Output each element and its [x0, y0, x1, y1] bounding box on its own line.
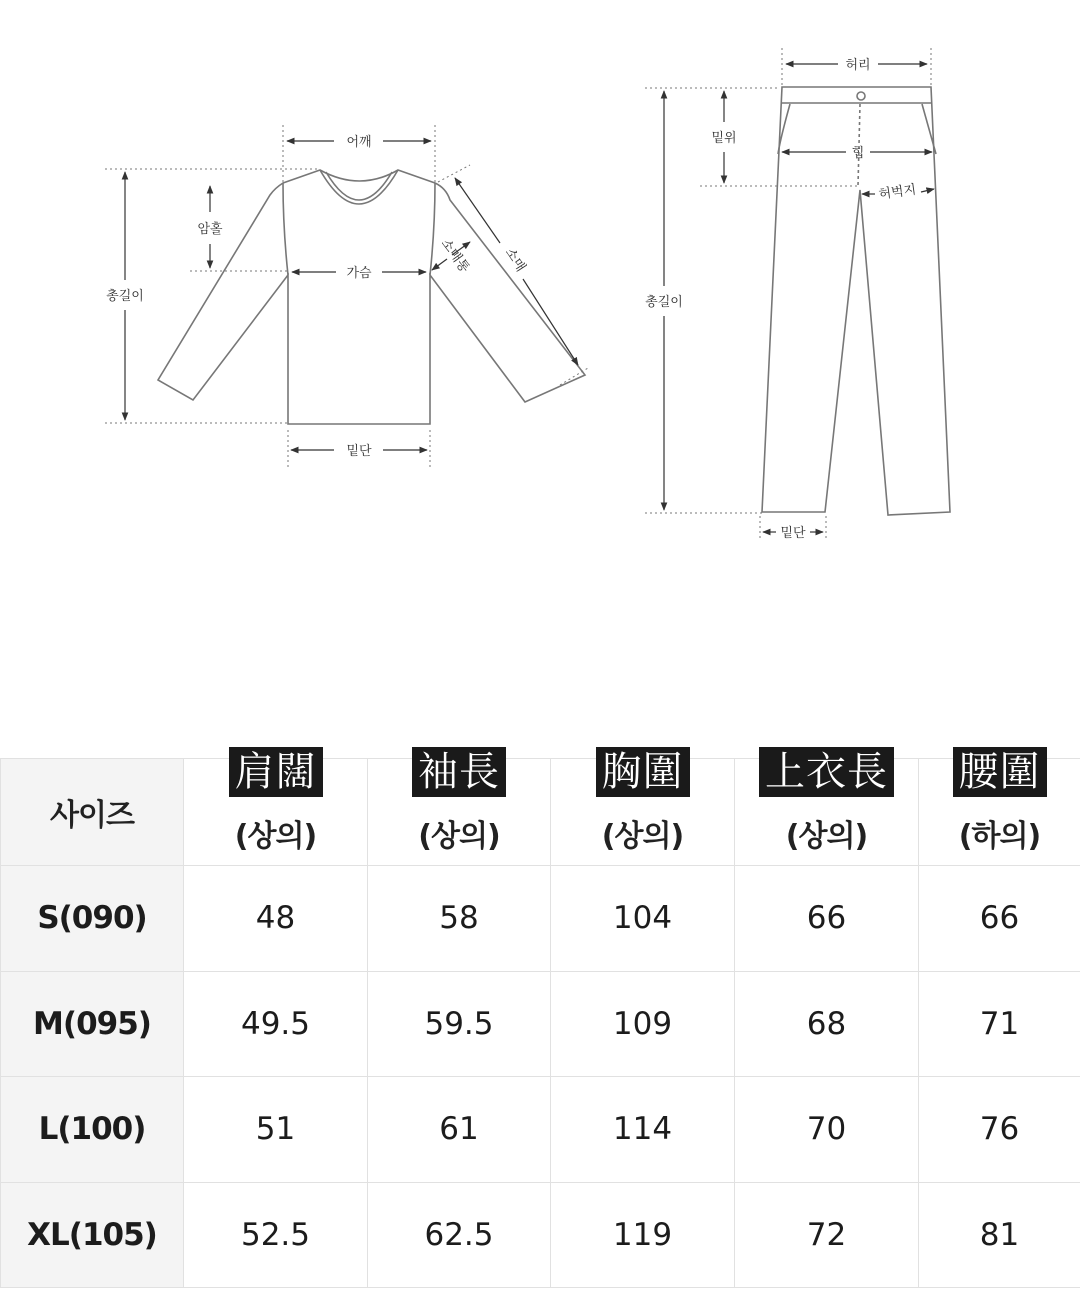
- header-top-length: [735, 749, 919, 866]
- label-top-hem: 밑단: [346, 444, 372, 459]
- label-shoulder: 어깨: [346, 135, 372, 150]
- label-rise: 밑위: [711, 131, 737, 146]
- value-cell: 49.5: [184, 971, 368, 1077]
- table-row: [1, 866, 1080, 972]
- value-cell: 71: [919, 971, 1080, 1077]
- header-sleeve: [368, 749, 551, 866]
- header-waist: [919, 749, 1080, 866]
- size-cell: M(095): [1, 971, 184, 1077]
- label-top-total-length: 총길이: [106, 289, 144, 304]
- dim-sleeve-width: [432, 236, 473, 276]
- value-cell: 68: [735, 971, 919, 1077]
- dim-hip: [782, 145, 932, 161]
- label-thigh: 허벅지: [877, 182, 918, 203]
- value-cell: 61: [368, 1077, 551, 1183]
- dim-chest: [292, 265, 426, 281]
- table-row: [1, 1182, 1080, 1288]
- label-armhole: 암홀: [197, 222, 223, 237]
- size-cell: S(090): [1, 866, 184, 972]
- value-cell: 66: [919, 866, 1080, 972]
- header-sleeve-sub: (상의): [418, 819, 500, 854]
- header-chest-title: 胸圍: [596, 747, 690, 797]
- header-waist-sub: (하의): [958, 819, 1041, 854]
- dim-pants-total-length: [645, 91, 683, 510]
- top-garment-outline: [158, 170, 585, 424]
- top-guides: [105, 125, 588, 467]
- header-shoulder-sub: (상의): [234, 819, 317, 854]
- value-cell: 59.5: [368, 971, 551, 1077]
- dim-thigh: [862, 181, 934, 202]
- value-cell: 51: [184, 1077, 368, 1183]
- label-chest: 가슴: [346, 266, 372, 281]
- value-cell: 114: [551, 1077, 735, 1183]
- header-chest: [551, 749, 735, 866]
- header-shoulder: [184, 749, 368, 866]
- value-cell: 119: [551, 1182, 735, 1288]
- header-chest-sub: (상의): [601, 819, 684, 854]
- value-cell: 52.5: [184, 1182, 368, 1288]
- value-cell: 58: [368, 866, 551, 972]
- value-cell: 70: [735, 1077, 919, 1183]
- label-pants-total-length: 총길이: [645, 295, 683, 310]
- header-size: [1, 759, 184, 866]
- label-waist: 허리: [845, 58, 871, 73]
- pants-guides: [645, 48, 931, 540]
- dim-top-total-length: [106, 172, 144, 420]
- header-sleeve-title: 袖長: [412, 747, 506, 797]
- dim-rise: [711, 91, 736, 183]
- value-cell: 104: [551, 866, 735, 972]
- value-cell: 109: [551, 971, 735, 1077]
- dim-sleeve-length: [455, 178, 578, 365]
- dim-shoulder: [287, 134, 431, 150]
- dim-top-hem: [291, 443, 427, 459]
- label-pants-hem: 밑단: [780, 526, 806, 541]
- table-row: [1, 1077, 1080, 1183]
- header-size-label: 사이즈: [50, 798, 134, 833]
- size-cell: XL(105): [1, 1182, 184, 1288]
- header-row: [1, 759, 1080, 866]
- size-diagram: [0, 0, 1080, 600]
- value-cell: 76: [919, 1077, 1080, 1183]
- label-sleeve-length: 소매: [501, 245, 529, 275]
- header-top-length-sub: (상의): [785, 819, 868, 854]
- size-cell: L(100): [1, 1077, 184, 1183]
- header-shoulder-title: 肩闊: [229, 747, 323, 797]
- header-top-length-title: 上衣長: [759, 747, 894, 797]
- header-waist-title: 腰圍: [953, 747, 1047, 797]
- size-table: [0, 749, 1080, 1288]
- value-cell: 48: [184, 866, 368, 972]
- label-hip: 힙: [851, 146, 865, 161]
- dim-pants-hem: [763, 525, 823, 541]
- dim-waist: [786, 57, 927, 73]
- label-sleeve-width: 소매통: [437, 236, 472, 276]
- value-cell: 72: [735, 1182, 919, 1288]
- value-cell: 62.5: [368, 1182, 551, 1288]
- value-cell: 66: [735, 866, 919, 972]
- table-row: [1, 971, 1080, 1077]
- dim-armhole: [197, 186, 223, 268]
- value-cell: 81: [919, 1182, 1080, 1288]
